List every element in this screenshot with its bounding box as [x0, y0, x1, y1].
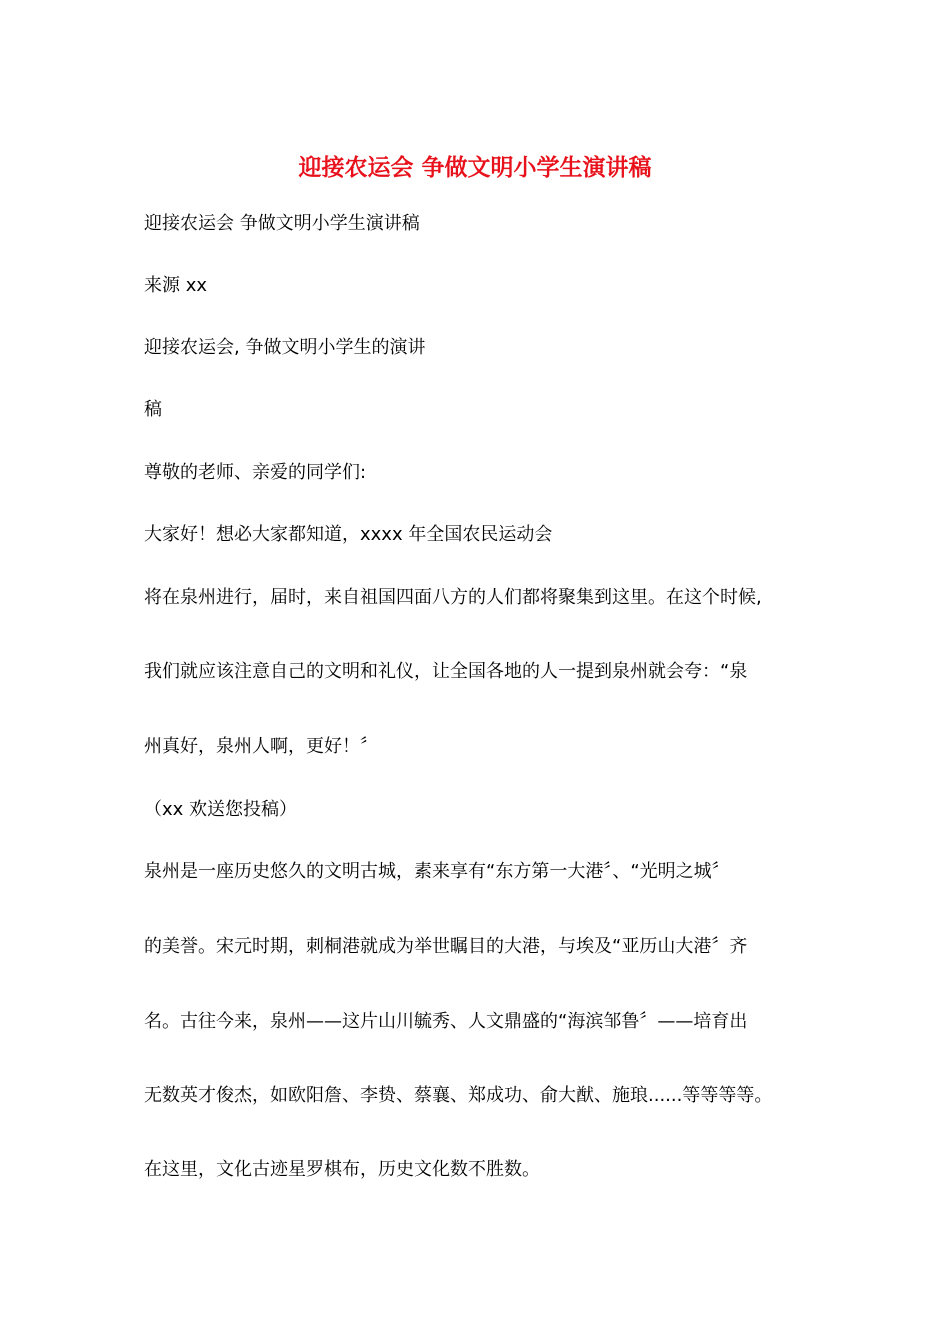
paragraph-line: 大家好！想必大家都知道，xxxx 年全国农民运动会 [144, 524, 553, 545]
paragraph-line: 我们就应该注意自己的文明和礼仪，让全国各地的人一提到泉州就会夸：“泉 [144, 661, 748, 682]
paragraph-line: 无数英才俊杰，如欧阳詹、李贽、蔡襄、郑成功、俞大猷、施琅......等等等等。 [144, 1085, 773, 1106]
paragraph-line: 在这里，文化古迹星罗棋布，历史文化数不胜数。 [144, 1159, 540, 1180]
submission-note: （xx 欢送您投稿） [144, 799, 298, 820]
paragraph-line: 名。古往今来，泉州——这片山川毓秀、人文鼎盛的“海滨邹鲁〞——培育出 [144, 1011, 748, 1032]
intro-line-continued: 稿 [144, 399, 162, 420]
paragraph-line: 州真好，泉州人啊，更好！〞 [144, 736, 378, 757]
paragraph-line: 将在泉州进行，届时，来自祖国四面八方的人们都将聚集到这里。在这个时候, [144, 587, 762, 608]
intro-line: 迎接农运会, 争做文明小学生的演讲 [144, 337, 426, 358]
paragraph-line: 泉州是一座历史悠久的文明古城，素来享有“东方第一大港〞、“光明之城〞 [144, 861, 730, 882]
document-title: 迎接农运会 争做文明小学生演讲稿 [298, 154, 652, 181]
paragraph-line: 的美誉。宋元时期，刺桐港就成为举世瞩目的大港，与埃及“亚历山大港〞齐 [144, 936, 748, 957]
source-line: 来源 xx [144, 275, 208, 296]
subtitle-line: 迎接农运会 争做文明小学生演讲稿 [144, 213, 420, 234]
greeting-line: 尊敬的老师、亲爱的同学们: [144, 462, 367, 483]
